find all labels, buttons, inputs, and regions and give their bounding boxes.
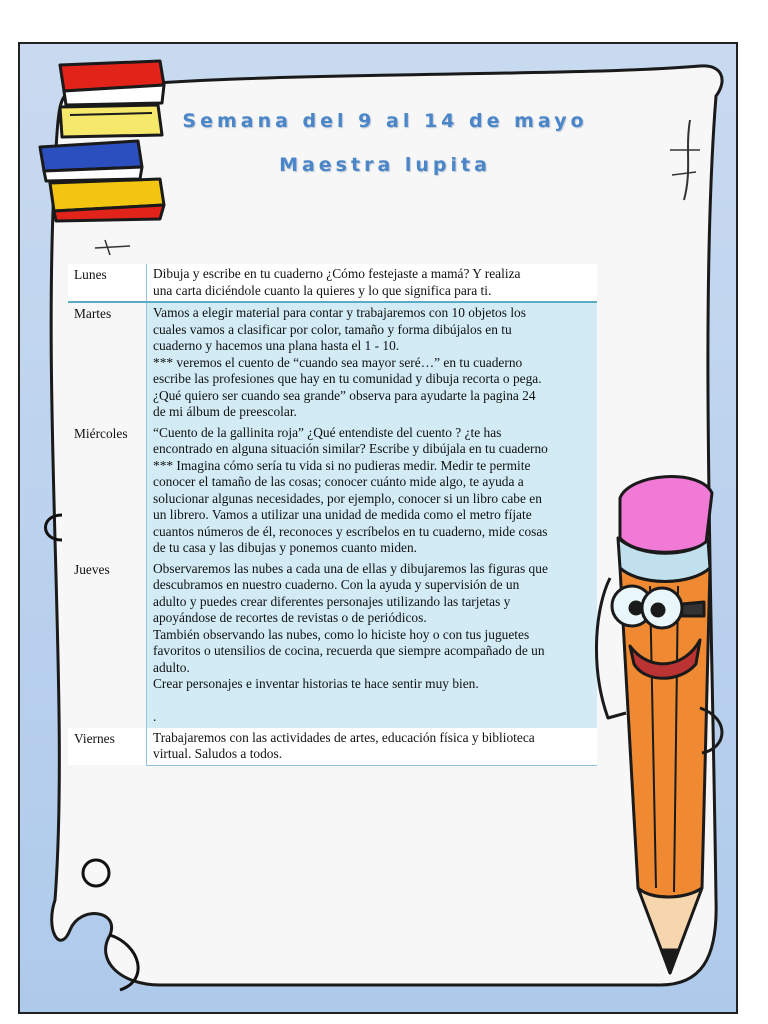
activity-line: *** Imagina cómo sería tu vida si no pudieras medir. Medir te permite <box>153 457 531 473</box>
activity-line <box>153 693 591 710</box>
activity-line: También observando las nubes, como lo hiciste hoy o con tus juguetes <box>153 626 530 642</box>
page-title: Semana del 9 al 14 de mayo <box>182 110 588 132</box>
activity-line: una carta diciéndole cuanto la quieres y lo que significa para ti. <box>153 282 492 298</box>
day-label: Martes <box>74 306 112 321</box>
activity-line: cuales vamos a clasificar por color, tamaño y forma dibújalos en tu <box>153 321 512 337</box>
day-activities <box>147 559 598 728</box>
activity-line: de mi álbum de preescolar. <box>153 404 297 419</box>
activity-line: adulto y puedes crear diferentes personajes utilizando las tarjetas y <box>153 593 511 609</box>
weekly-schedule-table <box>68 264 597 766</box>
activity-line: “Cuento de la gallinita roja” ¿Qué entendiste del cuento ? ¿te has <box>153 424 502 440</box>
activity-line: favoritos o utensilios de cocina, recuerda que siempre acompañado de un <box>153 643 545 658</box>
day-label: Miércoles <box>74 425 128 441</box>
activity-line: virtual. Saludos a todos. <box>153 746 283 761</box>
day-activities <box>147 728 598 766</box>
day-label: Jueves <box>74 561 110 577</box>
activity-line: encontrado en alguna situación similar? Escribe y dibújala en tu cuaderno <box>153 441 548 456</box>
schedule-row <box>68 559 597 728</box>
activity-line: descubramos en nuestro cuaderno. Con la ayuda y supervisión de un <box>153 577 520 592</box>
activity-line: Trabajaremos con las actividades de artes, educación física y biblioteca <box>153 729 535 745</box>
day-label: Viernes <box>68 728 147 766</box>
page-subtitle: Maestra lupita <box>279 154 491 176</box>
schedule-row <box>68 423 597 559</box>
activity-line: cuantos números de él, reconoces y escríbelos en tu cuaderno, mide cosas <box>153 523 548 539</box>
schedule-row <box>68 302 597 423</box>
pencil-eraser <box>620 477 712 553</box>
day-label: Lunes <box>68 264 147 302</box>
day-activities <box>147 423 598 559</box>
activity-line: *** veremos el cuento de “cuando sea mayor seré…” en tu cuaderno <box>153 354 523 370</box>
schedule-row <box>68 264 597 302</box>
activity-line: de tu casa y las dibujas y ponemos cuanto miden. <box>153 540 418 555</box>
activity-line: conocer el tamaño de las cosas; conocer cuánto mide algo, te ayuda a <box>153 474 524 489</box>
day-activities <box>147 264 598 302</box>
activity-line: adulto. <box>153 659 190 675</box>
activity-line: solucionar algunas necesidades, por ejemplo, conocer si un libro cabe en <box>153 490 542 506</box>
day-activities <box>147 302 598 423</box>
activity-line: ¿Qué quiero ser cuando sea grande” observa para ayudarte la pagina 24 <box>153 387 536 403</box>
book-stack-icon <box>30 55 170 225</box>
activity-line: escribe las profesiones que hay en tu comunidad y dibuja recorta o pega. <box>153 371 542 386</box>
activity-line: Dibuja y escribe en tu cuaderno ¿Cómo festejaste a mamá? Y realiza <box>153 266 521 281</box>
activity-line: Crear personajes e inventar historias te hace sentir muy bien. <box>153 676 479 691</box>
schedule-row <box>68 728 597 766</box>
activity-line: Vamos a elegir material para contar y trabajaremos con 10 objetos los <box>153 305 526 320</box>
pencil-character-icon <box>590 468 730 988</box>
activity-line: apoyándose de recortes de revistas o de periódicos. <box>153 610 427 625</box>
activity-line: . <box>153 709 157 724</box>
activity-line: un librero. Vamos a utilizar una unidad de medida como el metro fíjate <box>153 507 532 522</box>
activity-line: cuaderno y hacemos una plana hasta el 1 - 10. <box>153 338 400 353</box>
activity-line: Observaremos las nubes a cada una de ellas y dibujaremos las figuras que <box>153 560 548 576</box>
